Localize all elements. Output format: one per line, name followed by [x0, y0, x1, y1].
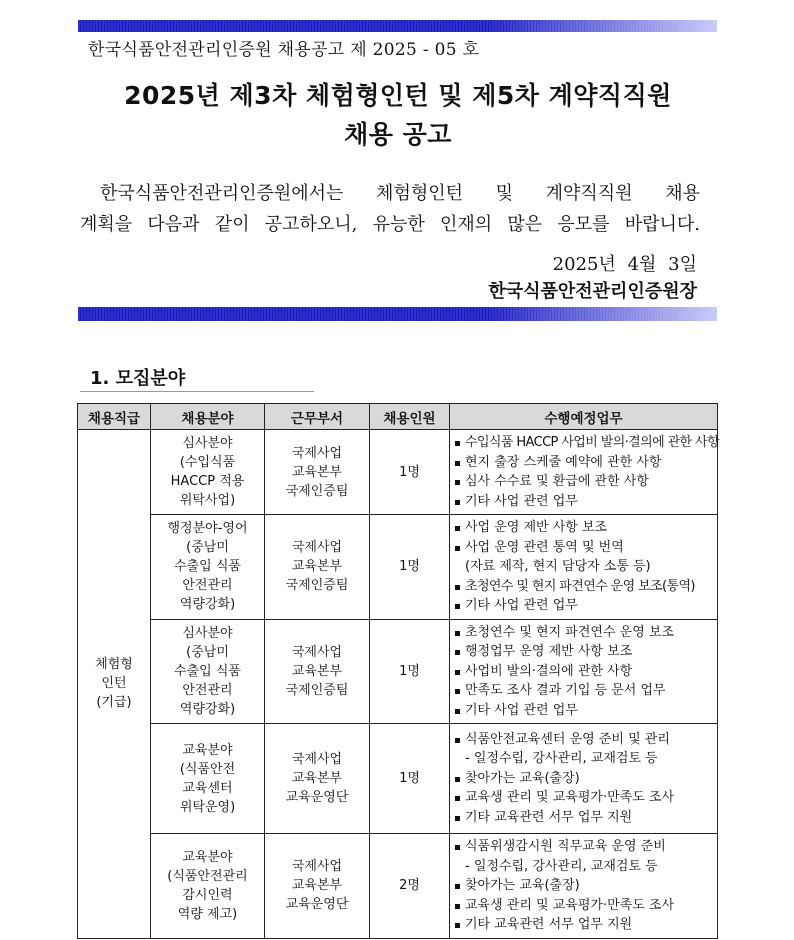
duty-item	[455, 681, 713, 701]
square-bullet-icon	[455, 526, 460, 531]
duty-item	[455, 749, 713, 769]
duty-item	[455, 518, 713, 538]
duty-text: 기타 교육관련 서무 업무 지원	[465, 917, 633, 932]
duty-text: 교육생 관리 및 교육평가·만족도 조사	[465, 790, 675, 806]
duty-text: 사업비 발의·결의에 관한 사항	[465, 663, 633, 679]
issuing-organization: 한국식품안전관리인증원장	[488, 281, 697, 302]
square-bullet-icon	[455, 777, 460, 782]
duties-cell	[450, 834, 718, 939]
department-cell: 국제사업 교육본부 국제인증팀	[265, 515, 370, 620]
duty-text: 기타 교육관련 서무 업무 지원	[465, 809, 633, 825]
table-header-row	[78, 404, 718, 430]
duty-item	[455, 642, 713, 662]
field-cell: 교육분야 (식품안전 교육센터 위탁운영)	[151, 724, 265, 834]
table-row	[78, 619, 718, 724]
duty-text: 만족도 조사 결과 기입 등 문서 업무	[465, 683, 666, 698]
notice-date: 2025년 4월 3일	[552, 254, 697, 275]
duty-item	[455, 808, 713, 828]
duties-cell	[450, 724, 718, 834]
table-row	[78, 834, 718, 939]
notice-number: 한국식품안전관리인증원 채용공고 제 2025 - 05 호	[88, 40, 480, 60]
duty-item	[455, 730, 713, 750]
duty-text: - 일정수립, 강사관리, 교재검토 등	[465, 751, 658, 767]
table-row	[78, 430, 718, 515]
square-bullet-icon	[455, 480, 460, 485]
duty-item	[455, 538, 713, 558]
section-title: 1. 모집분야	[90, 368, 186, 389]
duty-item	[455, 623, 713, 643]
square-bullet-icon	[455, 461, 460, 466]
header-duties: 수행예정업무	[450, 404, 718, 430]
duty-item	[455, 769, 713, 789]
square-bullet-icon	[455, 604, 460, 609]
duty-item	[455, 857, 713, 877]
duty-item	[455, 472, 713, 492]
recruitment-table	[77, 403, 718, 939]
department-cell: 국제사업 교육본부 국제인증팀	[265, 430, 370, 515]
header-headcount: 채용인원	[370, 404, 450, 430]
square-bullet-icon	[455, 738, 460, 743]
header-field: 채용분야	[151, 404, 265, 430]
duty-text: 사업 운영 제반 사항 보조	[465, 520, 608, 535]
duty-text: (자료 제작, 현지 담당자 소통 등)	[465, 559, 651, 574]
duty-item	[455, 453, 713, 473]
duty-text: 수입식품 HACCP 사업비 발의·결의에 관한 사항	[465, 435, 719, 450]
section-underline	[80, 391, 314, 392]
square-bullet-icon	[455, 670, 460, 675]
headcount-cell: 1명	[370, 724, 450, 834]
intro-line1: 한국식품안전관리인증원에서는 체험형인턴 및 계약직직원 채용	[100, 183, 700, 204]
duty-item	[455, 701, 713, 721]
duty-text: 식품안전교육센터 운영 준비 및 관리	[465, 731, 670, 747]
field-cell: 심사분야 (수입식품 HACCP 적용 위탁사업)	[151, 430, 265, 515]
duty-text: 찾아가는 교육(출장)	[465, 770, 580, 786]
square-bullet-icon	[455, 904, 460, 909]
field-cell: 심사분야 (중남미 수출입 식품 안전관리 역량강화)	[151, 619, 265, 724]
headcount-cell: 1명	[370, 430, 450, 515]
square-bullet-icon	[455, 923, 460, 928]
duties-cell	[450, 515, 718, 620]
square-bullet-icon	[455, 546, 460, 551]
headcount-cell: 1명	[370, 515, 450, 620]
duty-item	[455, 876, 713, 896]
divider-decorative-bar	[78, 307, 717, 321]
duty-item	[455, 577, 713, 597]
header-department: 근무부서	[265, 404, 370, 430]
square-bullet-icon	[455, 441, 460, 446]
duty-text: 초청연수 및 현지 파견연수 운영 보조(통역)	[465, 578, 695, 594]
duty-item	[455, 788, 713, 808]
header-job-grade: 채용직급	[78, 404, 151, 430]
square-bullet-icon	[455, 845, 460, 850]
headcount-cell: 2명	[370, 834, 450, 939]
department-cell: 국제사업 교육본부 교육운영단	[265, 834, 370, 939]
square-bullet-icon	[455, 500, 460, 505]
top-decorative-bar	[78, 20, 717, 32]
department-cell: 국제사업 교육본부 교육운영단	[265, 724, 370, 834]
page-title-line1: 2025년 제3차 체험형인턴 및 제5차 계약직직원	[124, 81, 672, 110]
duties-cell	[450, 430, 718, 515]
square-bullet-icon	[455, 650, 460, 655]
duty-text: 행정업무 운영 제반 사항 보조	[465, 644, 633, 659]
duties-cell	[450, 619, 718, 724]
field-cell: 교육분야 (식품안전관리 감시인력 역량 제고)	[151, 834, 265, 939]
headcount-cell: 1명	[370, 619, 450, 724]
duty-text: 교육생 관리 및 교육평가·만족도 조사	[465, 897, 675, 913]
duty-text: 심사 수수료 및 환급에 관한 사항	[465, 474, 649, 489]
duty-item	[455, 662, 713, 682]
duty-text: 찾아가는 교육(출장)	[465, 878, 580, 893]
job-grade-cell: 체험형 인턴 (기급)	[78, 430, 151, 939]
square-bullet-icon	[455, 631, 460, 636]
square-bullet-icon	[455, 689, 460, 694]
table-row	[78, 724, 718, 834]
duty-text: 식품위생감시원 직무교육 운영 준비	[465, 839, 666, 854]
square-bullet-icon	[455, 709, 460, 714]
intro-line2: 계획을 다음과 같이 공고하오니, 유능한 인재의 많은 응모를 바랍니다.	[80, 214, 700, 235]
duty-item	[455, 492, 713, 512]
duty-item	[455, 557, 713, 577]
duty-item	[455, 915, 713, 935]
duty-text: 초청연수 및 현지 파견연수 운영 보조	[465, 624, 675, 640]
duty-item	[455, 896, 713, 916]
duty-text: 기타 사업 관련 업무	[465, 598, 578, 613]
square-bullet-icon	[455, 884, 460, 889]
duty-text: 현지 출장 스케줄 예약에 관한 사항	[465, 454, 662, 470]
duty-item	[455, 596, 713, 616]
square-bullet-icon	[455, 816, 460, 821]
duty-text: - 일정수립, 강사관리, 교재검토 등	[465, 858, 658, 874]
page-title-line2: 채용 공고	[344, 120, 452, 149]
duty-item	[455, 837, 713, 857]
intro-paragraph	[80, 178, 700, 240]
department-cell: 국제사업 교육본부 국제인증팀	[265, 619, 370, 724]
field-cell: 행정분야-영어 (중남미 수출입 식품 안전관리 역량강화)	[151, 515, 265, 620]
duty-text: 사업 운영 관련 통역 및 번역	[465, 539, 624, 555]
duty-text: 기타 사업 관련 업무	[465, 493, 578, 509]
duty-item	[455, 433, 719, 453]
square-bullet-icon	[455, 796, 460, 801]
duty-text: 기타 사업 관련 업무	[465, 702, 578, 718]
table-row	[78, 515, 718, 620]
square-bullet-icon	[455, 585, 460, 590]
